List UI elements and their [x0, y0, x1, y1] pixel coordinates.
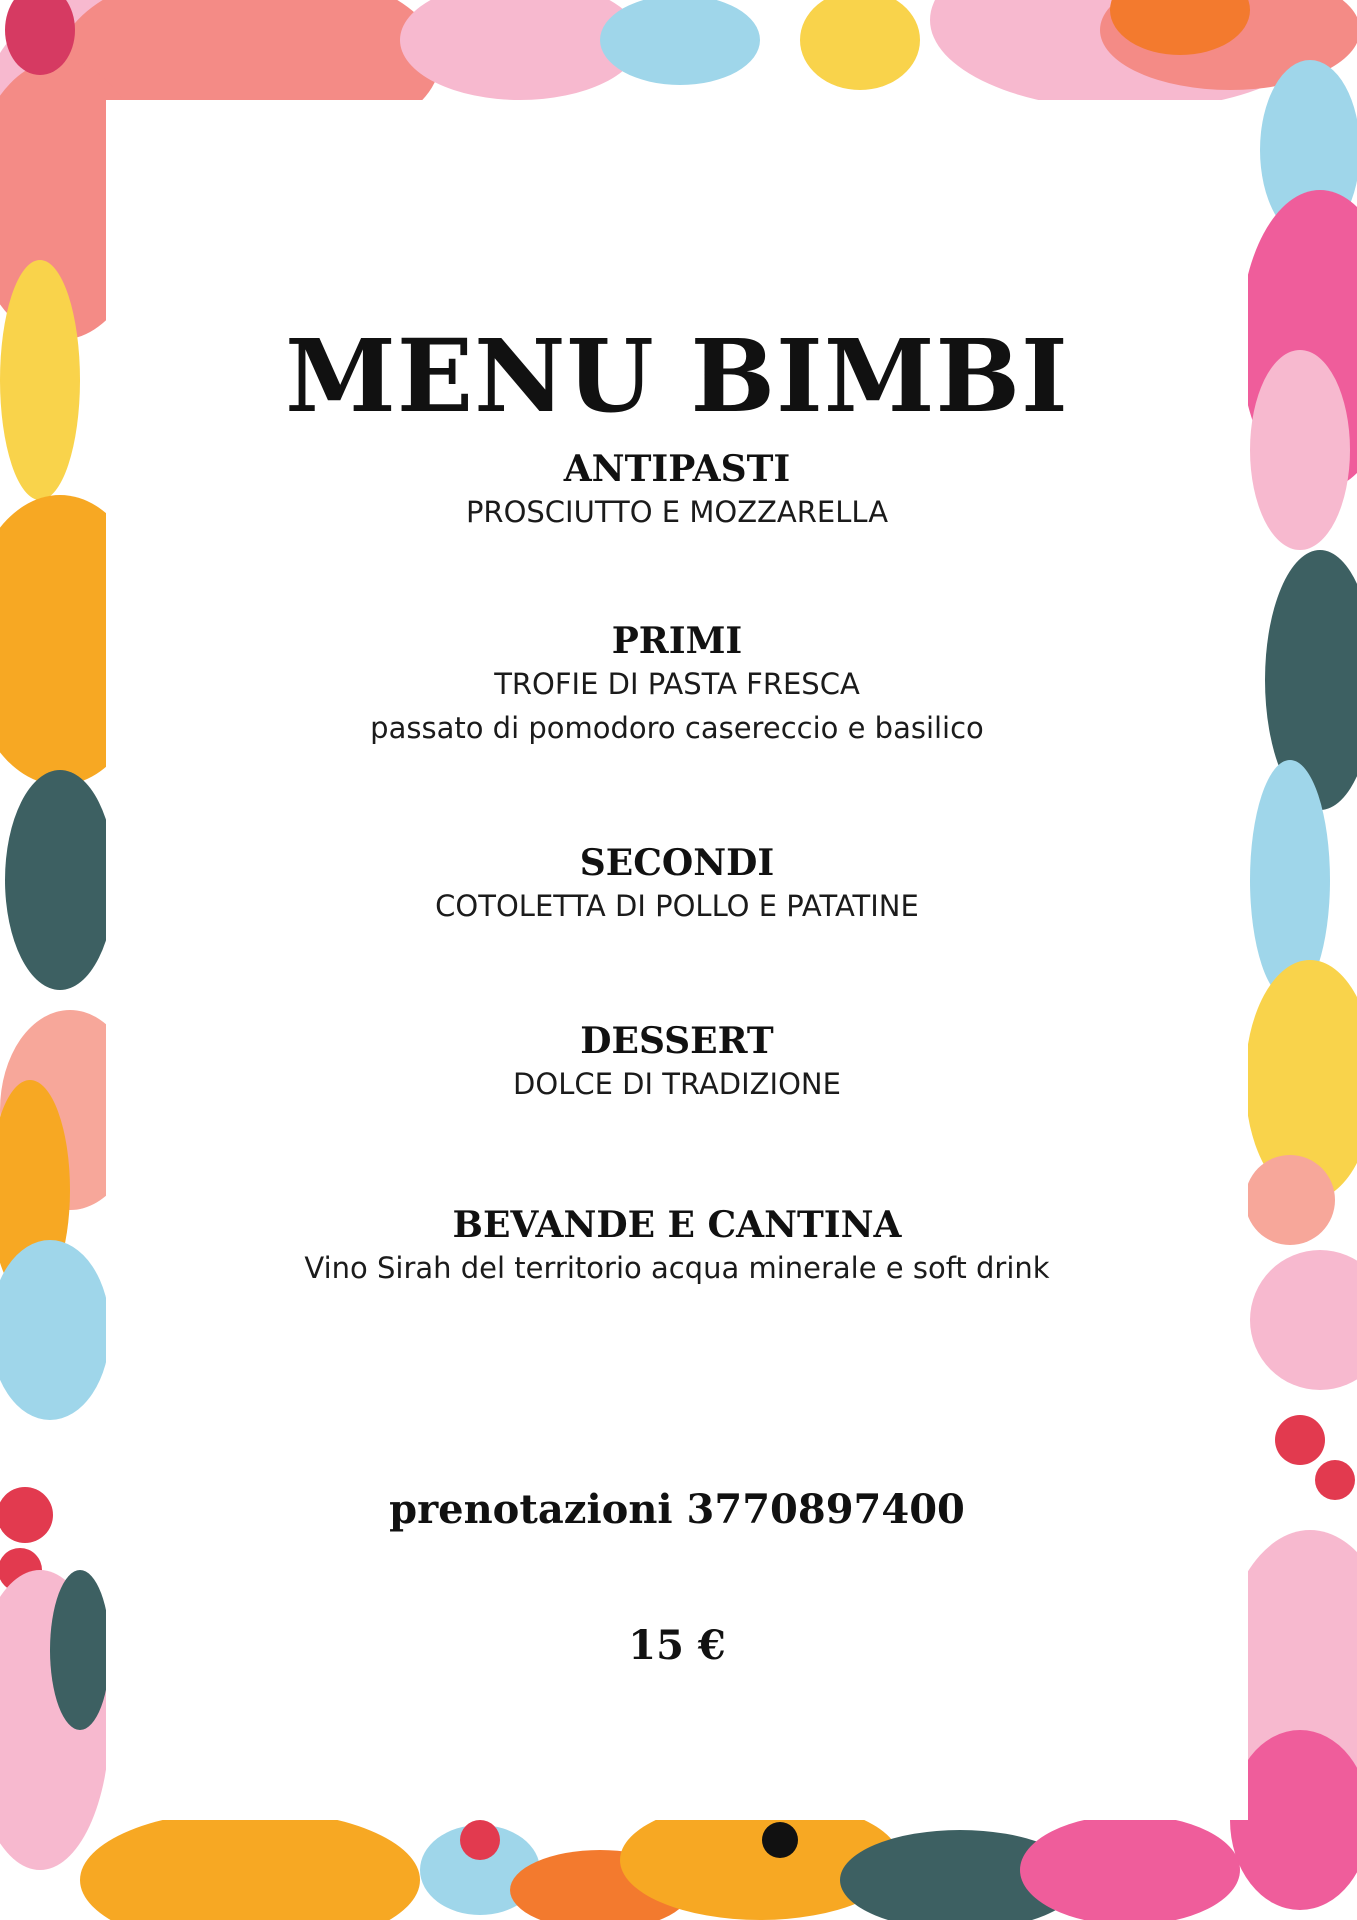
section-item: DOLCE DI TRADIZIONE: [513, 1067, 841, 1101]
section-item: COTOLETTA DI POLLO E PATATINE: [435, 889, 919, 923]
reservations-phone: prenotazioni 3770897400: [389, 1486, 965, 1533]
price: 15 €: [628, 1622, 726, 1669]
section-dessert: [106, 1020, 1248, 1106]
section-heading: ANTIPASTI: [563, 448, 791, 490]
section-item: passato di pomodoro casereccio e basilico: [370, 711, 984, 745]
section-item: PROSCIUTTO E MOZZARELLA: [465, 495, 889, 529]
section-heading: DESSERT: [580, 1020, 774, 1062]
section-antipasti: [106, 448, 1248, 534]
section-secondi: [106, 842, 1248, 928]
section-heading: PRIMI: [611, 620, 743, 662]
section-primi: [106, 620, 1248, 750]
section-heading: BEVANDE E CANTINA: [452, 1204, 902, 1246]
section-item: Vino Sirah del territorio acqua minerale e soft drink: [304, 1251, 1050, 1285]
section-bevande: [106, 1204, 1248, 1290]
menu-card: [106, 100, 1248, 1820]
menu-title: MENU BIMBI: [285, 317, 1069, 435]
section-heading: SECONDI: [579, 842, 775, 884]
section-item: TROFIE DI PASTA FRESCA: [494, 667, 860, 701]
